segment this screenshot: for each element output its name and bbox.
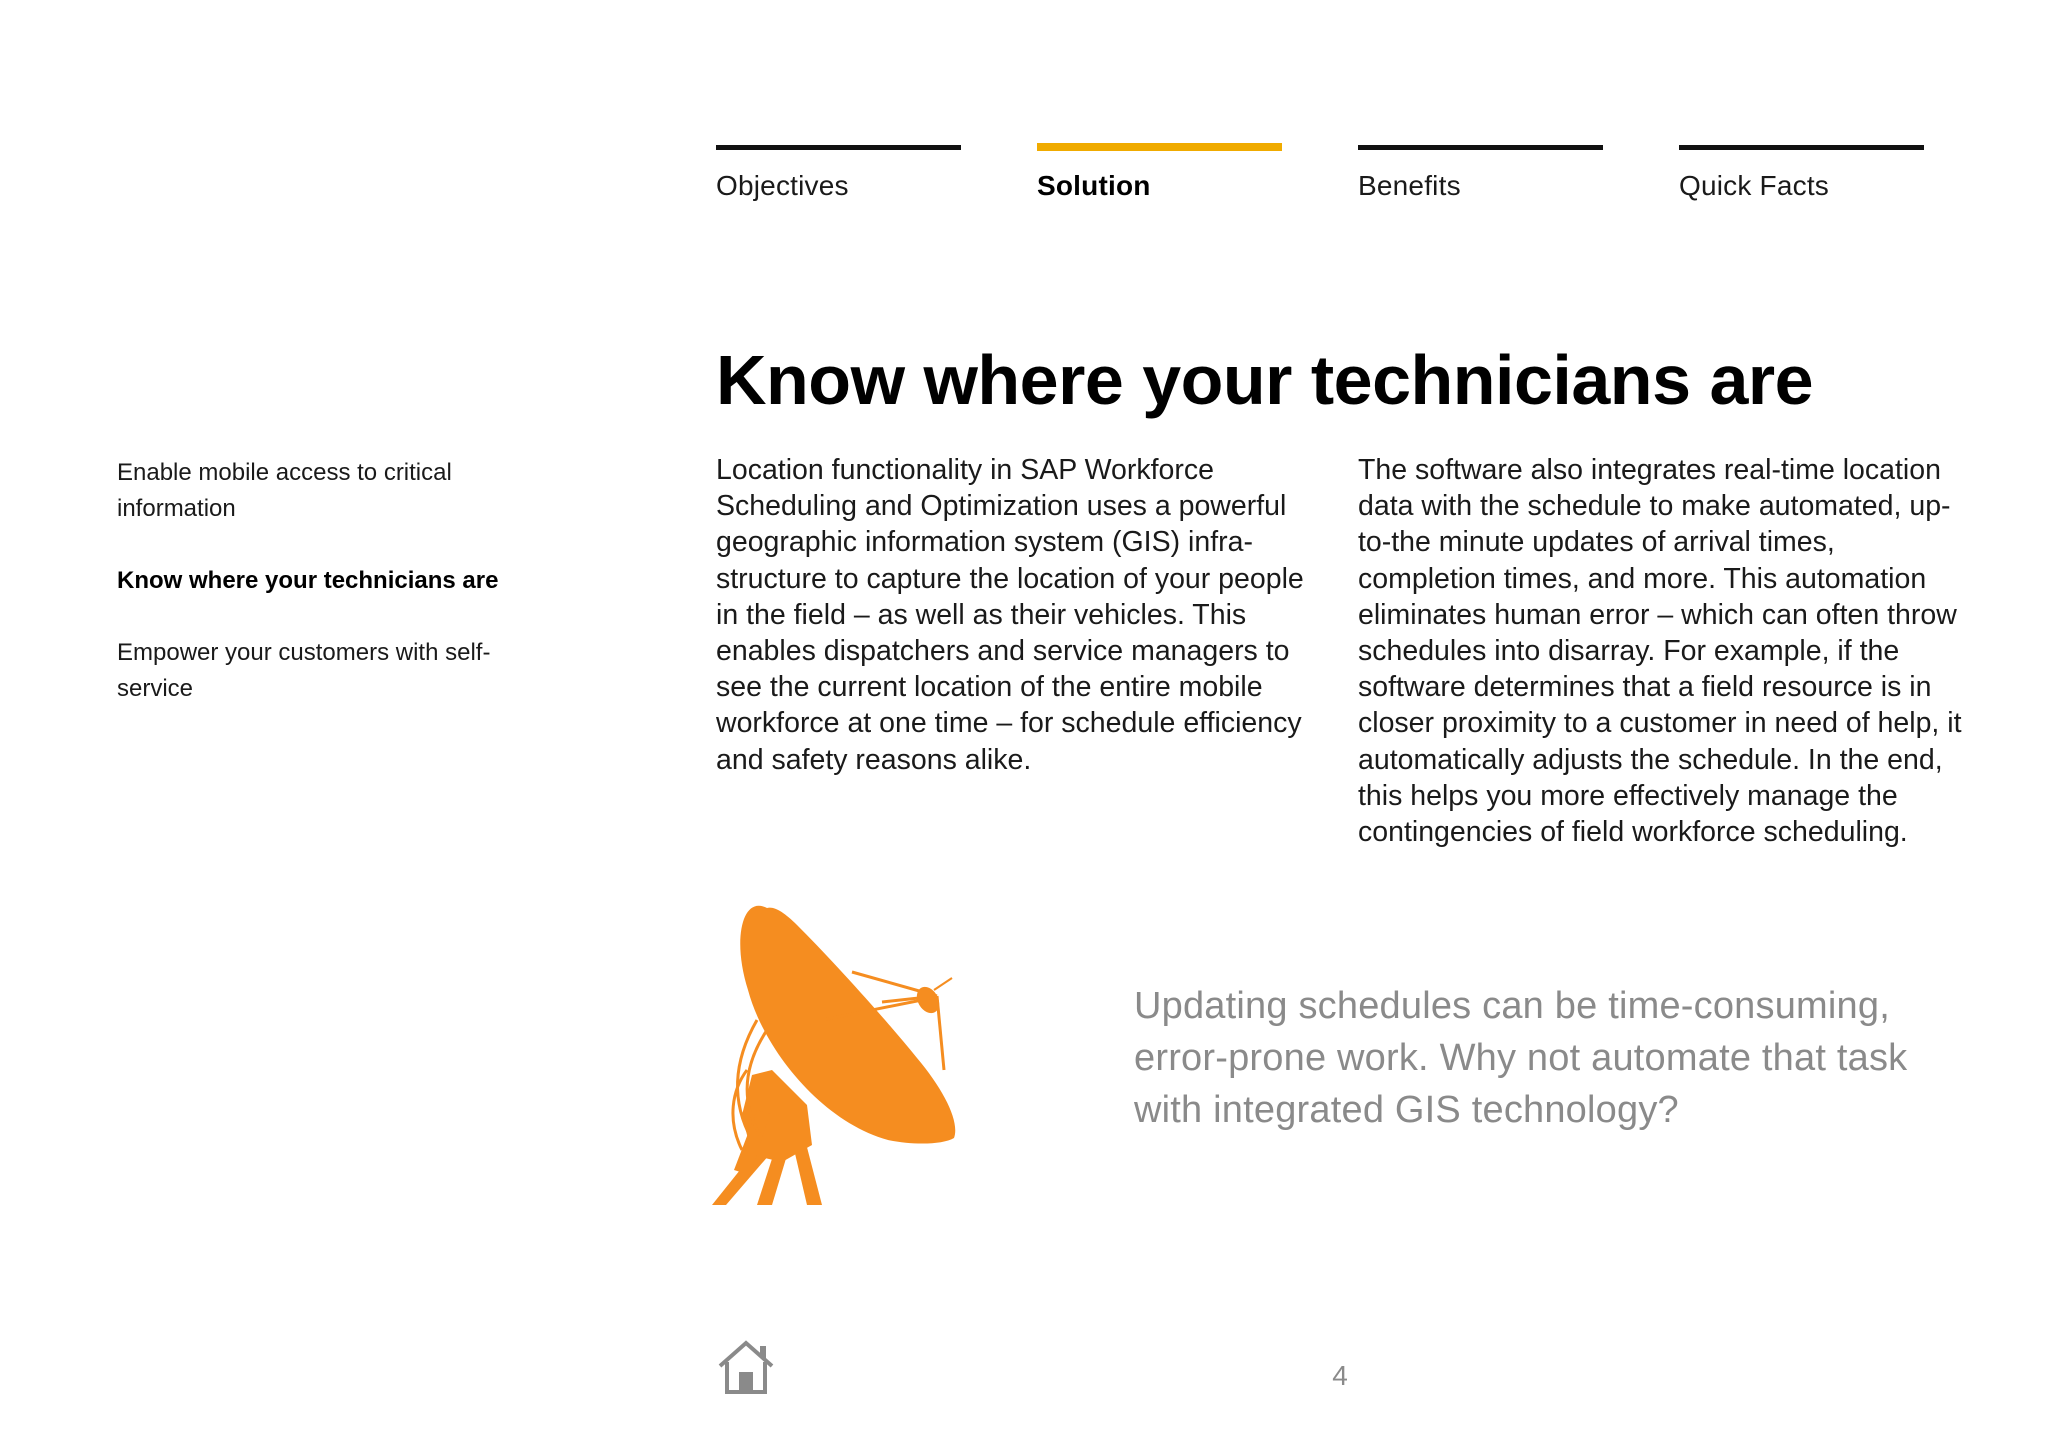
home-icon[interactable] xyxy=(716,1338,776,1396)
sidebar-item-self-service[interactable]: Empower your customers with self-service xyxy=(117,639,491,702)
tab-objectives[interactable] xyxy=(716,145,961,215)
tab-indicator xyxy=(716,145,961,150)
tab-indicator xyxy=(1358,145,1603,150)
body-column-right: The software also integrates real-time location data with the schedule to make automated, up-to-the minute updates of arrival times, completion times, and more. This automation eliminates human error – which can often throw schedules into disarray. For example, if the software determines that a field resource is in closer proximity to a customer in need of help, it automatically adjusts the schedule. In the end, this helps you more effectively manage the contingencies of field workforce scheduling. xyxy=(1358,454,1962,849)
tab-quick-facts[interactable] xyxy=(1679,145,1924,215)
tab-benefits[interactable] xyxy=(1358,145,1603,215)
sidebar-toc xyxy=(117,455,537,743)
section-tabs xyxy=(716,145,1926,215)
tab-label: Objectives xyxy=(716,170,849,201)
tab-label: Benefits xyxy=(1358,170,1461,201)
page-number: 4 xyxy=(1332,1360,1348,1391)
tab-label: Solution xyxy=(1037,170,1151,201)
page-title: Know where your technicians are xyxy=(716,341,1814,419)
tab-label: Quick Facts xyxy=(1679,170,1830,201)
satellite-dish-icon xyxy=(712,900,1012,1205)
tab-indicator-active xyxy=(1037,143,1282,151)
body-column-left: Location functionality in SAP Workforce Scheduling and Optimization uses a powerful geographic information system (GIS) infra-structure to capture the location of your people in the field – as well as their vehicles. This enables dispatchers and service managers to see the current location of the entire mobile workforce at one time – for schedule efficiency and safety reasons alike. xyxy=(716,454,1304,776)
sidebar-item-know-where-technicians[interactable]: Know where your technicians are xyxy=(117,567,499,594)
sidebar-item-mobile-access[interactable]: Enable mobile access to critical information xyxy=(117,459,452,522)
tab-solution[interactable] xyxy=(1037,145,1282,215)
tab-indicator xyxy=(1679,145,1924,150)
pull-quote: Updating schedules can be time-consuming, error-prone work. Why not automate that task with integrated GIS technology? xyxy=(1134,985,1908,1131)
